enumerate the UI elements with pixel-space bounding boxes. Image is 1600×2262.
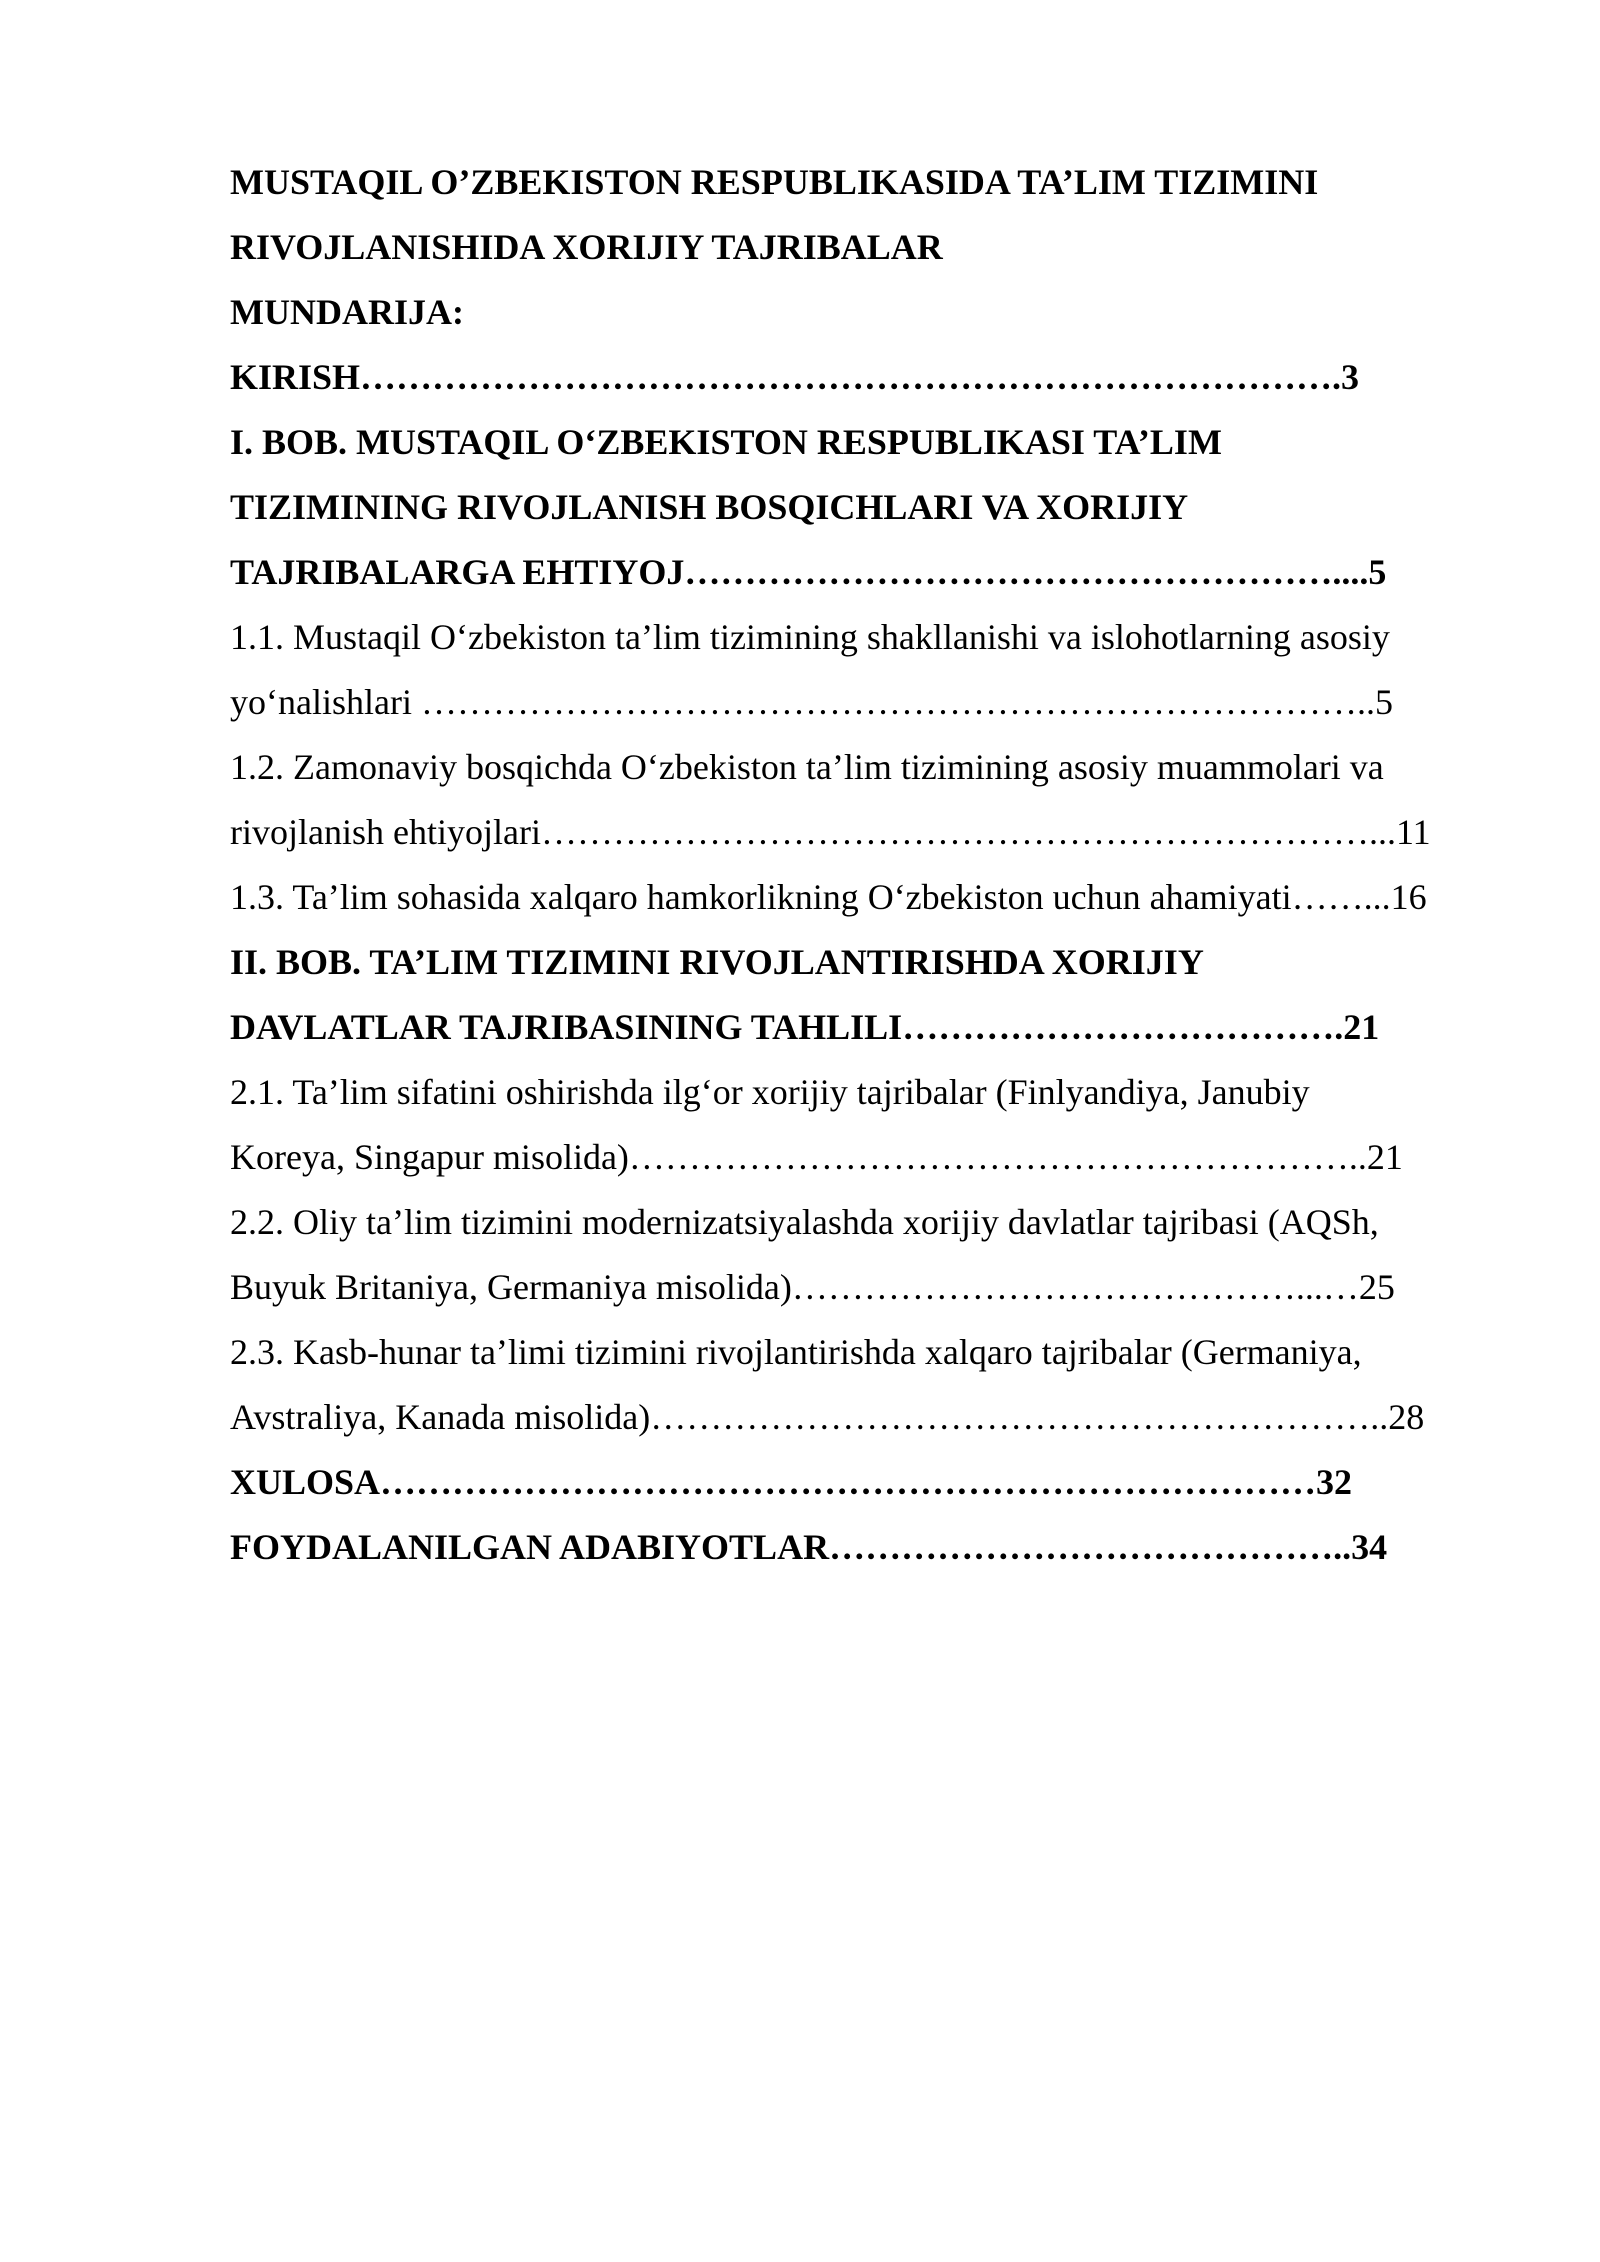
toc-chapter-2-line-2: DAVLATLAR TAJRIBASINING TAHLILI……………………………….21 (230, 1007, 1380, 1047)
toc-section-2-3-line-1: 2.3. Kasb-hunar ta’limi tizimini rivojlantirishda xalqaro tajribalar (Germaniya, (230, 1332, 1362, 1372)
toc-entry-kirish: KIRISH……………………………………………………………………….3 (230, 357, 1360, 397)
toc-section-2-1-line-1: 2.1. Ta’lim sifatini oshirishda ilg‘or xorijiy tajribalar (Finlyandiya, Janubiy (230, 1072, 1310, 1112)
toc-entry-adabiyotlar: FOYDALANILGAN ADABIYOTLAR……………………………………..34 (230, 1527, 1388, 1567)
toc-section-2-3-line-2: Avstraliya, Kanada misolida)……………………………………………………..28 (230, 1397, 1425, 1437)
toc-chapter-1-line-2: TIZIMINING RIVOJLANISH BOSQICHLARI VA XORIJIY (230, 487, 1189, 527)
toc-section-1-3: 1.3. Ta’lim sohasida xalqaro hamkorlikning O‘zbekiston uchun ahamiyati……...16 (230, 877, 1427, 917)
contents-heading: MUNDARIJA: (230, 292, 464, 332)
document-title-line-2: RIVOJLANISHIDA XORIJIY TAJRIBALAR (230, 227, 943, 267)
toc-section-2-1-line-2: Koreya, Singapur misolida)……………………………………………………..21 (230, 1137, 1403, 1177)
toc-chapter-1-line-3: TAJRIBALARGA EHTIYOJ………………………………………………....5 (230, 552, 1387, 592)
toc-section-1-2-line-2: rivojlanish ehtiyojlari……………………………………………………………...11 (230, 812, 1431, 852)
toc-section-1-1-line-2: yo‘nalishlari ……………………………………………………………………..5 (230, 682, 1393, 722)
document-page (230, 150, 1490, 1580)
toc-section-1-1-line-1: 1.1. Mustaqil O‘zbekiston ta’lim tizimining shakllanishi va islohotlarning asosiy (230, 617, 1390, 657)
toc-section-2-2-line-1: 2.2. Oliy ta’lim tizimini modernizatsiyalashda xorijiy davlatlar tajribasi (AQSh, (230, 1202, 1379, 1242)
toc-chapter-2-line-1: II. BOB. TA’LIM TIZIMINI RIVOJLANTIRISHDA XORIJIY (230, 942, 1204, 982)
document-title-line-1: MUSTAQIL O’ZBEKISTON RESPUBLIKASIDA TA’LIM TIZIMINI (230, 162, 1319, 202)
toc-section-1-2-line-1: 1.2. Zamonaviy bosqichda O‘zbekiston ta’lim tizimining asosiy muammolari va (230, 747, 1384, 787)
toc-entry-xulosa: XULOSA……………………………………………………………………32 (230, 1462, 1353, 1502)
toc-section-2-2-line-2: Buyuk Britaniya, Germaniya misolida)……………………………………...…25 (230, 1267, 1395, 1307)
toc-chapter-1-line-1: I. BOB. MUSTAQIL O‘ZBEKISTON RESPUBLIKASI TA’LIM (230, 422, 1222, 462)
